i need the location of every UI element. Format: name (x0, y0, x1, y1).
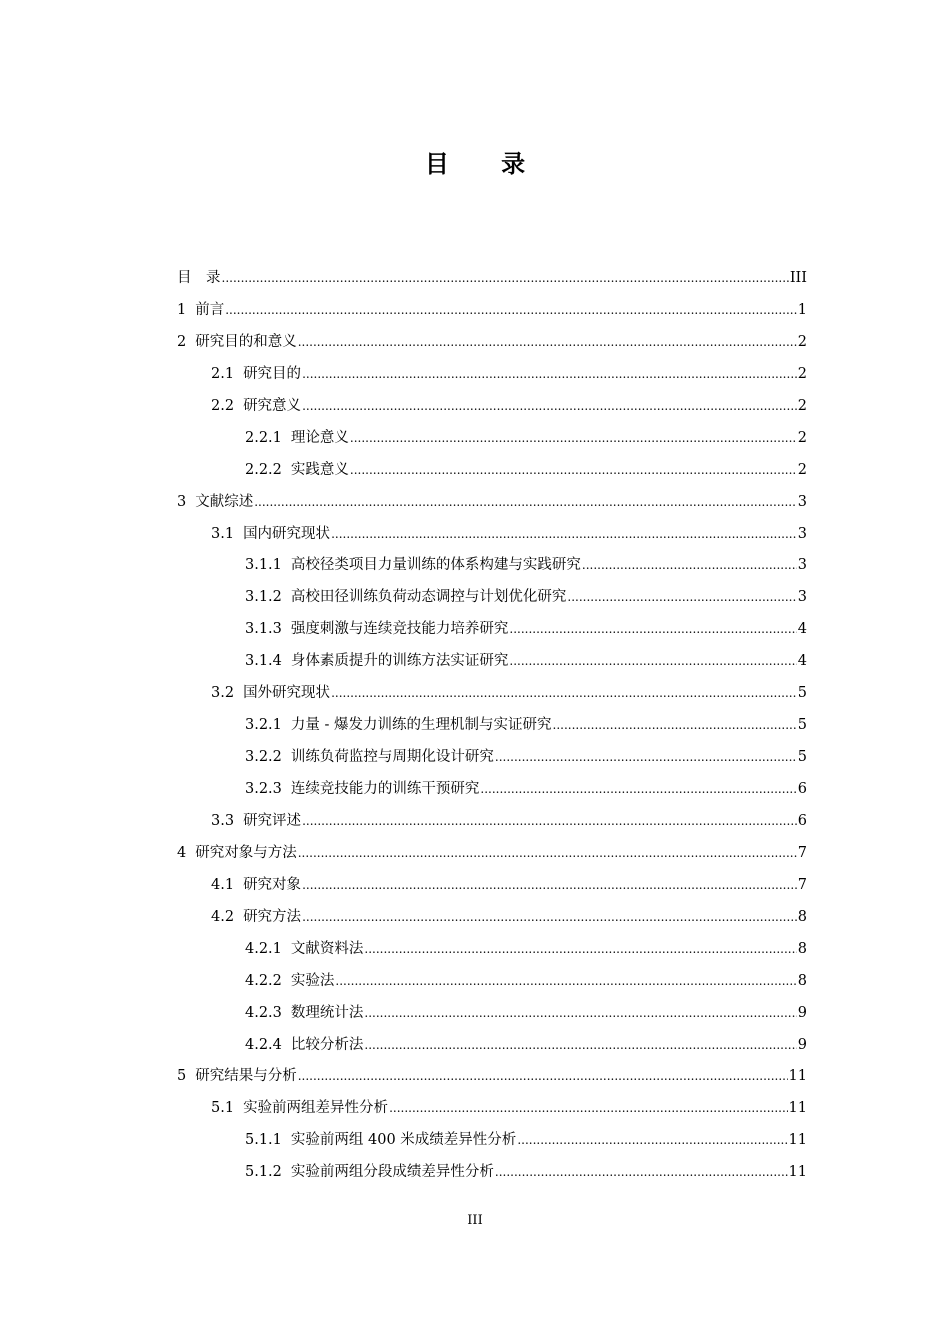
toc-entry-label: 身体素质提升的训练方法实证研究 (290, 653, 509, 670)
toc-entry-label: 实验前两组分段成绩差异性分析 (290, 1164, 494, 1181)
toc-entry-label: 研究对象 (243, 876, 302, 893)
toc-entry-page: 8 (797, 908, 807, 925)
toc-entry-page: 5 (797, 749, 807, 766)
toc-entry-label: 研究结果与分析 (195, 1068, 297, 1085)
toc-entry-page: 4 (797, 621, 807, 638)
toc-leader-dots (254, 487, 797, 519)
toc-entry-page: 11 (788, 1100, 807, 1117)
toc-entry-label: 文献资料法 (290, 940, 364, 957)
toc-leader-dots (302, 902, 797, 934)
toc-entry[interactable] (177, 806, 807, 838)
toc-entry-number: 3.1.4 (245, 653, 282, 670)
toc-entry-number: 3.2 (211, 685, 235, 702)
toc-entry-page: 2 (797, 461, 807, 478)
toc-entry-label: 实验前两组差异性分析 (243, 1100, 389, 1117)
footer-page-number: III (467, 1213, 483, 1228)
toc-entry-number: 2.2 (211, 397, 235, 414)
toc-leader-dots (302, 391, 797, 423)
toc-entry[interactable] (177, 710, 807, 742)
toc-entry-page: 7 (797, 876, 807, 893)
toc-entry-number: 4.1 (211, 876, 235, 893)
toc-entry-page: 7 (797, 844, 807, 861)
toc-entry-number: 3.2.2 (245, 749, 282, 766)
toc-entry-number: 2.2.2 (245, 461, 282, 478)
toc-entry-page: 6 (797, 812, 807, 829)
toc-entry-number: 2 (177, 333, 187, 350)
toc-entry[interactable] (177, 1125, 807, 1157)
toc-leader-dots (225, 295, 797, 327)
toc-entry-page: 5 (797, 717, 807, 734)
toc-entry-label: 文献综述 (195, 493, 254, 510)
toc-leader-dots (302, 806, 797, 838)
toc-entry[interactable] (177, 582, 807, 614)
toc-entry-number: 3.2.3 (245, 781, 282, 797)
toc-entry[interactable] (177, 998, 807, 1030)
toc-leader-dots (553, 710, 797, 742)
toc-entry-label: 实验前两组 400 米成绩差异性分析 (290, 1132, 517, 1149)
toc-entry[interactable] (177, 519, 807, 551)
toc-leader-dots (364, 998, 796, 1030)
toc-entry-number: 4 (177, 844, 187, 861)
toc-entry-label: 实验法 (290, 972, 335, 989)
toc-entry-number: 3.1.1 (245, 557, 282, 574)
toc-leader-dots (350, 423, 797, 455)
toc-entry[interactable] (177, 263, 807, 295)
toc-leader-dots (495, 742, 797, 774)
toc-entry-page: 9 (797, 1036, 807, 1053)
toc-entry-number: 5 (177, 1068, 187, 1085)
toc-entry-number: 2.2.1 (245, 429, 282, 446)
toc-leader-dots (567, 582, 796, 614)
toc-entry-number: 3.1.2 (245, 589, 282, 606)
toc-entry[interactable] (177, 359, 807, 391)
toc-entry-number: 3.1 (211, 525, 235, 542)
toc-entry-label: 强度刺激与连续竞技能力培养研究 (290, 621, 509, 638)
toc-entry-page: 3 (797, 557, 807, 574)
toc-entry-page: 2 (797, 333, 807, 350)
toc-entry-label: 理论意义 (290, 429, 349, 446)
toc-entry-label: 国内研究现状 (243, 525, 331, 542)
toc-entry-number: 4.2.2 (245, 972, 282, 989)
toc-leader-dots (495, 1157, 788, 1189)
toc-leader-dots (302, 870, 797, 902)
toc-entry-page: 1 (797, 301, 807, 318)
toc-leader-dots (222, 263, 789, 295)
toc-entry-number: 4.2.1 (245, 940, 282, 957)
toc-entry[interactable] (177, 934, 807, 966)
toc-leader-dots (509, 614, 796, 646)
toc-entry[interactable] (177, 774, 807, 806)
toc-entry-page: 4 (797, 653, 807, 670)
toc-entry-page: 8 (797, 972, 807, 989)
toc-entry-label: 训练负荷监控与周期化设计研究 (290, 749, 494, 766)
toc-entry-label: 实践意义 (290, 461, 349, 478)
toc-entry[interactable] (177, 295, 807, 327)
toc-leader-dots (331, 678, 797, 710)
toc-entry-number: 4.2 (211, 908, 235, 925)
toc-entry[interactable] (177, 966, 807, 998)
toc-entry-page: 3 (797, 493, 807, 510)
toc-entry-label: 数理统计法 (290, 1004, 364, 1021)
toc-entry-number: 2.1 (211, 365, 235, 382)
toc-entry-number: 5.1 (211, 1100, 235, 1117)
toc-entry-page: 5 (797, 685, 807, 702)
toc-entry-label: 研究对象与方法 (195, 844, 297, 861)
toc-entry[interactable] (177, 1061, 807, 1093)
table-of-contents (177, 263, 807, 1189)
toc-entry[interactable] (177, 327, 807, 359)
toc-leader-dots (335, 966, 796, 998)
toc-entry[interactable] (177, 678, 807, 710)
toc-entry[interactable] (177, 614, 807, 646)
toc-entry-page: 11 (788, 1068, 807, 1085)
toc-entry-page: 2 (797, 397, 807, 414)
toc-leader-dots (298, 327, 797, 359)
toc-entry-label: 高校径类项目力量训练的体系构建与实践研究 (290, 557, 581, 574)
toc-entry-page: 2 (797, 365, 807, 382)
toc-entry-page: 11 (788, 1132, 807, 1149)
toc-entry-page: 9 (797, 1004, 807, 1021)
toc-entry-label: 研究意义 (243, 397, 302, 414)
toc-leader-dots (582, 550, 797, 582)
toc-entry[interactable] (177, 646, 807, 678)
toc-entry[interactable] (177, 455, 807, 487)
toc-entry-label: 连续竞技能力的训练干预研究 (290, 781, 480, 797)
toc-entry-label: 研究评述 (243, 812, 302, 829)
toc-entry-label: 目 录 (177, 270, 221, 286)
toc-entry-label: 前言 (195, 301, 225, 318)
toc-entry[interactable] (177, 550, 807, 582)
toc-entry-label: 研究目的 (243, 365, 302, 382)
toc-leader-dots (364, 934, 796, 966)
toc-entry-page: 11 (788, 1164, 807, 1181)
toc-leader-dots (364, 1030, 796, 1062)
toc-leader-dots (331, 519, 797, 551)
toc-entry[interactable] (177, 423, 807, 455)
toc-entry-label: 比较分析法 (290, 1036, 364, 1053)
toc-entry-number: 4.2.4 (245, 1036, 282, 1053)
toc-leader-dots (302, 359, 797, 391)
toc-entry[interactable] (177, 870, 807, 902)
toc-entry[interactable] (177, 902, 807, 934)
toc-entry-label: 研究方法 (243, 908, 302, 925)
toc-entry-page: III (789, 270, 807, 286)
toc-entry-label: 国外研究现状 (243, 685, 331, 702)
toc-entry-number: 3.3 (211, 812, 235, 829)
toc-entry-label: 研究目的和意义 (195, 333, 297, 350)
toc-entry[interactable] (177, 1030, 807, 1062)
toc-entry-number: 3 (177, 493, 187, 510)
toc-entry-page: 2 (797, 429, 807, 446)
toc-entry-label: 力量 - 爆发力训练的生理机制与实证研究 (290, 717, 552, 734)
toc-entry-page: 6 (797, 781, 807, 797)
toc-leader-dots (509, 646, 796, 678)
toc-entry-page: 8 (797, 940, 807, 957)
toc-entry-number: 5.1.2 (245, 1164, 282, 1181)
toc-entry[interactable] (177, 742, 807, 774)
toc-entry-number: 3.2.1 (245, 717, 282, 734)
toc-leader-dots (517, 1125, 787, 1157)
toc-entry-page: 3 (797, 525, 807, 542)
toc-entry[interactable] (177, 1093, 807, 1125)
toc-entry-number: 4.2.3 (245, 1004, 282, 1021)
toc-entry[interactable] (177, 487, 807, 519)
toc-entry-page: 3 (797, 589, 807, 606)
toc-leader-dots (350, 455, 797, 487)
toc-leader-dots (480, 774, 796, 806)
toc-leader-dots (298, 838, 797, 870)
toc-entry[interactable] (177, 391, 807, 423)
toc-entry[interactable] (177, 838, 807, 870)
page-title: 目 录 (424, 150, 548, 178)
toc-leader-dots (389, 1093, 787, 1125)
toc-entry-number: 1 (177, 301, 187, 318)
toc-entry-number: 3.1.3 (245, 621, 282, 638)
toc-entry-number: 5.1.1 (245, 1132, 282, 1149)
toc-entry-label: 高校田径训练负荷动态调控与计划优化研究 (290, 589, 567, 606)
toc-entry[interactable] (177, 1157, 807, 1189)
toc-leader-dots (298, 1061, 788, 1093)
